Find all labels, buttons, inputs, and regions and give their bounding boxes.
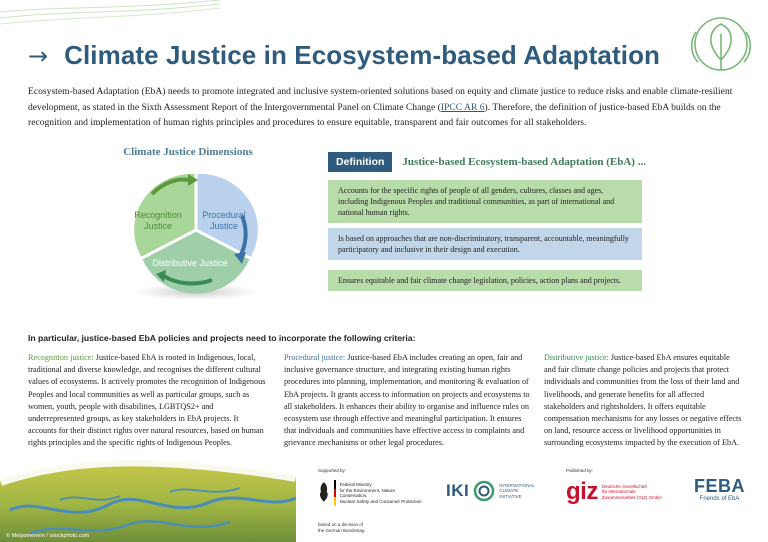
intro-paragraph <box>28 84 740 131</box>
title-row <box>28 40 660 71</box>
iki-wordmark: IKI <box>446 481 470 500</box>
iki-line: INITIATIVE <box>499 493 522 499</box>
page-title: Climate Justice in Ecosystem-based Adaptation <box>64 40 661 70</box>
feba-logo <box>694 476 745 502</box>
procedural-justice-label: Procedural Justice <box>202 210 246 231</box>
bundestag-note <box>318 522 365 533</box>
feba-subtitle: Friends of EbA <box>699 496 740 502</box>
iki-name <box>499 483 535 500</box>
iki-logo <box>446 480 535 502</box>
definition-item-rights: Accounts for the specific rights of people of all genders, cultures, classes and ages, including Indigenous Peoples and traditional communities, as part of international and national human rights. <box>328 180 642 223</box>
bmu-line: for the Environment, Nature Conservation, <box>339 487 395 499</box>
iki-ring-icon <box>473 480 495 502</box>
feba-wordmark: FEBA <box>694 476 745 496</box>
bmu-line: Federal Ministry <box>339 482 372 487</box>
giz-line: für Internationale <box>601 489 636 495</box>
bmu-logo <box>318 480 422 520</box>
bundestag-line: the German Bundestag <box>318 527 365 533</box>
leaf-tree-icon <box>686 14 756 76</box>
published-by-label: Published by: <box>566 468 594 473</box>
distributive-justice-label: Distributive Justice <box>152 258 228 268</box>
wetland-landscape-image <box>0 440 296 542</box>
recognition-justice-label: Recognition Justice <box>134 210 182 231</box>
giz-name <box>602 484 662 501</box>
procedural-text: Justice-based EbA includes creating an open, fair and inclusive governance structure, and integrating existing human rights procedures into planning, implementation, and monitoring & evaluation of EbA projects. It grants access to information on projects and ecosystems to all stakeholders. It enhances their ability to organise and influence rules on ecosystem use through effective and meaningful participation. It ensures that individuals and communities have effective access to complaints and grievance mechanisms or other legal procedures. <box>284 353 530 448</box>
ipcc-link[interactable]: IPCC AR 6 <box>440 101 485 113</box>
giz-line: Deutsche Gesellschaft <box>601 483 647 489</box>
dimensions-title: Climate Justice Dimensions <box>123 146 253 158</box>
arrow-right-icon: → <box>28 41 49 70</box>
iki-line: INTERNATIONAL <box>499 482 535 488</box>
intro-text-start: Ecosystem-based Adaptation (EbA) needs to promote integrated and inclusive system-oriented solutions based on equity and climate justice to reduce risks and enable climate-resilient development, as stated in the Sixth Assessment Report of the Intergovernmental Panel on Climate Change ( <box>28 86 733 113</box>
definition-item-approaches: Is based on approaches that are non-discriminatory, transparent, accountable, meaningfully participatory and inclusive in their design and execution. <box>328 228 642 260</box>
giz-wordmark: giz <box>566 478 598 505</box>
procedural-label: Procedural justice: <box>284 353 346 362</box>
iki-line: CLIMATE <box>499 488 519 494</box>
definition-item-equitable: Ensures equitable and fair climate change legislation, policies, action plans and projects. <box>328 270 642 291</box>
criteria-procedural <box>284 352 530 450</box>
bundestag-line: based on a decision of <box>318 522 364 527</box>
distributive-text: Justice-based EbA ensures equitable and fair climate change policies and projects that protect individuals and communities from the loss of their land and livelihoods, and generate benefits for all affected stakeholders and rightsholders. It offers equitable compensation mechanisms for any losses or negative effects on land, resource access or livelihood opportunities in surrounding ecosystems impacted by the execution of EbA. <box>544 353 742 448</box>
photo-credit: © Melpomenem / istockphoto.com <box>6 533 90 539</box>
recognition-label: Recognition justice: <box>28 353 94 362</box>
bmu-line: Nuclear Safety and Consumer Protection <box>339 498 422 504</box>
bmu-name <box>340 480 422 520</box>
intro-text-end: ). Therefore, the definition of justice-based EbA builds on the recognition and implementation of human rights principles and procedures to ensure equitable, transparent and fair outcomes for all stakeholders. <box>28 101 721 128</box>
definition-header <box>328 152 646 172</box>
eagle-icon <box>318 480 330 506</box>
justice-dimensions-wheel <box>116 166 276 302</box>
recognition-text: Justice-based EbA is rooted in Indigenous, local, traditional and diverse knowledge, and recognises the different cultural values of ecosystems. It actively promotes the recognition of Indigenous Peoples and local communities as well as particular groups, such as women, youth, people with disabilities, LGBTQS2+ and underrepresented groups, as key stakeholders in EbA projects. It accounts for their distinct rights over natural resources, based on human rights principles and the specific rights of Indigenous Peoples. <box>28 353 266 448</box>
german-flag-stripe <box>334 480 336 506</box>
definition-subtitle: Justice-based Ecosystem-based Adaptation (EbA) ... <box>402 156 646 168</box>
criteria-distributive <box>544 352 742 450</box>
criteria-recognition <box>28 352 268 450</box>
definition-badge: Definition <box>328 152 392 172</box>
criteria-intro: In particular, justice-based EbA policies and projects need to incorporate the following criteria: <box>28 333 416 343</box>
giz-logo <box>566 478 662 506</box>
distributive-label: Distributive justice: <box>544 353 609 362</box>
supported-by-label: Supported by: <box>318 468 347 473</box>
giz-line: Zusammenarbeit (GIZ) GmbH <box>601 494 662 500</box>
